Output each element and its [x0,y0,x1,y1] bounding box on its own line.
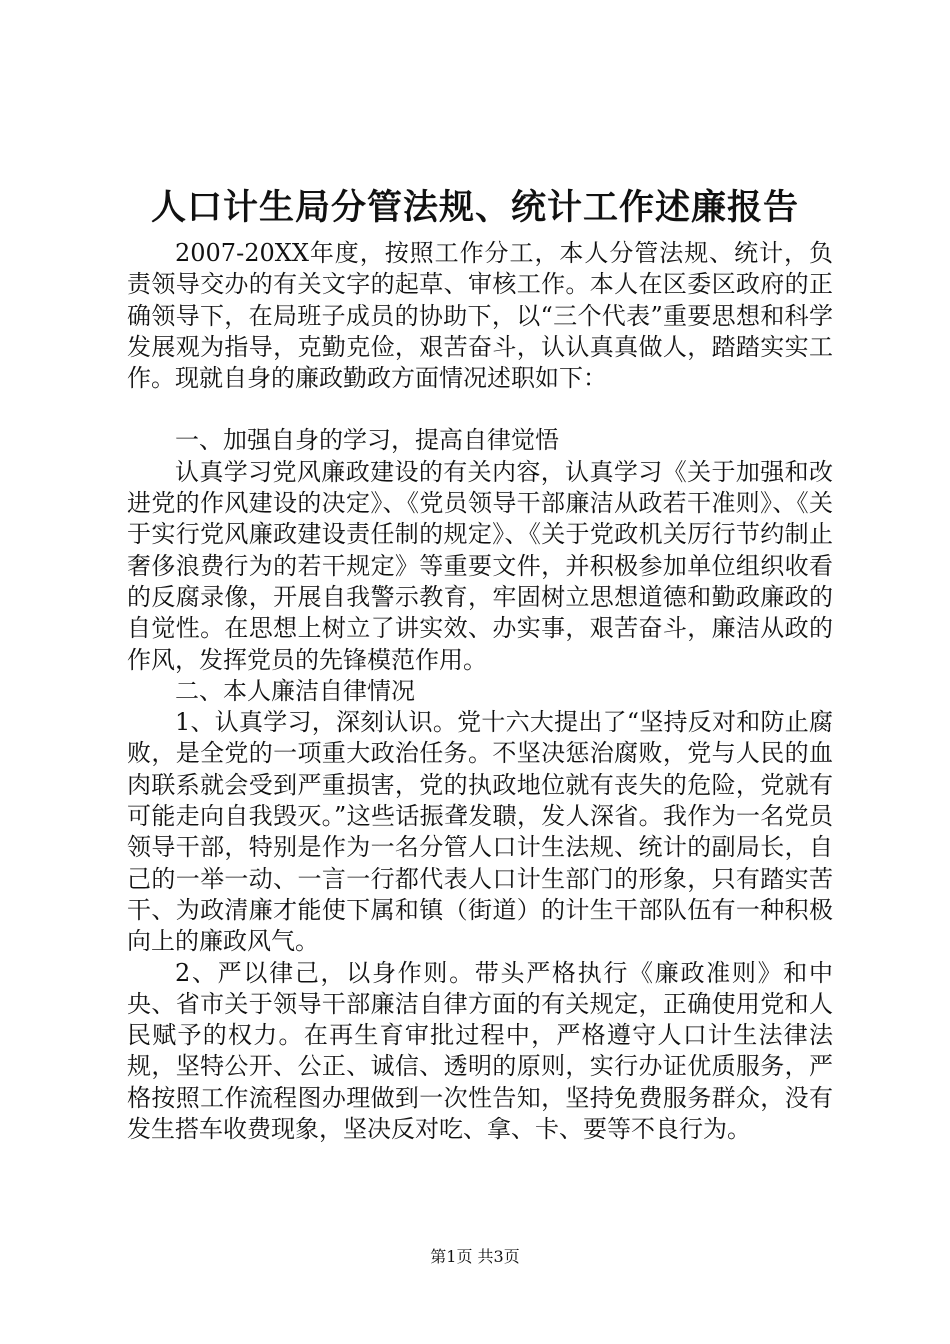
section-1-paragraph: 认真学习党风廉政建设的有关内容，认真学习《关于加强和改进党的作风建设的决定》、《党员领导干部廉洁从政若干准则》、《关于实行党风廉政建设责任制的规定》、《关于党政机关厉行节约制止奢侈浪费行为的若干规定》等重要文件，并积极参加单位组织收看的反腐录像，开展自我警示教育，牢固树立思想道德和勤政廉政的自觉性。在思想上树立了讲实效、办实事，艰苦奋斗，廉洁从政的作风，发挥党员的先锋模范作用。 [127,457,833,674]
section-2-item-2: 2、严以律己，以身作则。带头严格执行《廉政准则》和中央、省市关于领导干部廉洁自律方面的有关规定，正确使用党和人民赋予的权力。在再生育审批过程中，严格遵守人口计生法律法规，坚特公开、公正、诚信、透明的原则，实行办证优质服务，严格按照工作流程图办理做到一次性告知，坚持免费服务群众，没有发生搭车收费现象，坚决反对吃、拿、卡、要等不良行为。 [127,958,833,1144]
intro-paragraph: 2007-20XX年度，按照工作分工，本人分管法规、统计，负责领导交办的有关文字的起草、审核工作。本人在区委区政府的正确领导下，在局班子成员的协助下，以“三个代表”重要思想和科学发展观为指导，克勤克俭，艰苦奋斗，认认真真做人，踏踏实实工作。现就自身的廉政勤政方面情况述职如下： [127,239,833,393]
section-2-item-1: 1、认真学习，深刻认识。党十六大提出了“坚持反对和防止腐败，是全党的一项重大政治任务。不坚决惩治腐败，党与人民的血肉联系就会受到严重损害，党的执政地位就有丧失的危险，党就有可能走向自我毁灭。”这些话振聋发聩，发人深省。我作为一名党员领导干部，特别是作为一名分管人口计生法规、统计的副局长，自己的一举一动、一言一行都代表人口计生部门的形象，只有踏实苦干、为政清廉才能使下属和镇（街道）的计生干部队伍有一种积极向上的廉政风气。 [127,708,833,956]
document-body [127,238,833,1145]
section-heading-1: 一、加强自身的学习，提高自律觉悟 [175,426,559,455]
document-title: 人口计生局分管法规、统计工作述廉报告 [150,187,799,228]
page-number-footer: 第1页 共3页 [430,1247,520,1266]
section-heading-2: 二、本人廉洁自律情况 [175,676,415,705]
